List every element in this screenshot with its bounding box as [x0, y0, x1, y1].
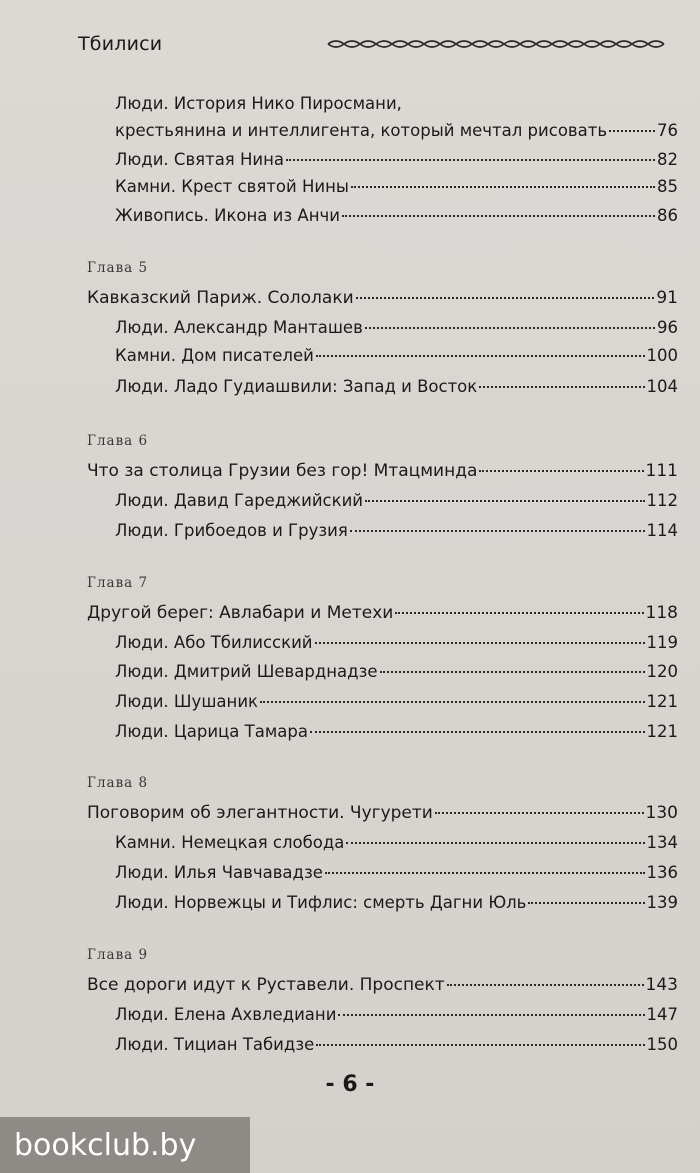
chapter-title-page: 118 — [645, 603, 678, 623]
toc-entry-title: Люди. Елена Ахвледиани — [115, 1005, 337, 1024]
dot-leader — [447, 984, 644, 986]
toc-entry-title: Камни. Крест святой Нины — [115, 177, 349, 196]
toc-entry-page: 134 — [646, 833, 678, 852]
toc-entry — [115, 662, 678, 681]
dot-leader — [609, 130, 655, 132]
chapter-title-page: 143 — [645, 975, 678, 995]
chapter-title — [87, 461, 678, 481]
toc-entry-page: 119 — [646, 633, 678, 652]
toc-entry — [115, 863, 678, 882]
toc-entry-page: 82 — [657, 150, 678, 169]
toc-entry — [115, 692, 678, 711]
chapter-title — [87, 603, 678, 623]
dot-leader — [435, 812, 644, 814]
dot-leader — [325, 872, 645, 874]
chapter-label: Глава 6 — [87, 433, 149, 449]
toc-entry-title: Люди. Ладо Гудиашвили: Запад и Восток — [115, 377, 478, 396]
toc-entry-title: Люди. Царица Тамара — [115, 722, 308, 741]
toc-entry-page: 76 — [657, 121, 678, 140]
toc-entry — [115, 1035, 678, 1054]
dot-leader — [380, 671, 645, 673]
toc-entry — [115, 377, 678, 396]
dot-leader — [316, 355, 645, 357]
toc-entry-page: 150 — [646, 1035, 678, 1054]
dot-leader — [286, 159, 655, 161]
running-header-title: Тбилиси — [78, 33, 163, 55]
dot-leader — [528, 902, 644, 904]
toc-entry — [115, 121, 678, 140]
toc-entry-title: крестьянина и интеллигента, который мечтал рисовать — [115, 121, 608, 140]
toc-entry — [115, 150, 678, 169]
toc-entry-title: Люди. История Нико Пиросмани, — [115, 94, 402, 113]
dot-leader — [350, 530, 645, 532]
chapter-title-title: Другой берег: Авлабари и Метехи — [87, 603, 394, 623]
toc-entry-page: 112 — [646, 491, 678, 510]
chapter-label: Глава 7 — [87, 575, 149, 591]
chapter-title — [87, 975, 678, 995]
chapter-label: Глава 8 — [87, 775, 149, 791]
toc-entry-page: 121 — [646, 722, 678, 741]
toc-entry-page: 96 — [657, 318, 678, 337]
toc-entry-title: Люди. Святая Нина — [115, 150, 285, 169]
chapter-title-title: Кавказский Париж. Сололаки — [87, 288, 354, 308]
toc-entry-page: 120 — [646, 662, 678, 681]
toc-entry-title: Люди. Давид Гареджийский — [115, 491, 364, 510]
toc-entry-title: Люди. Шушаник — [115, 692, 259, 711]
chapter-label: Глава 9 — [87, 947, 149, 963]
dot-leader — [395, 612, 643, 614]
toc-entry-page: 136 — [646, 863, 678, 882]
toc-entry — [115, 491, 678, 510]
toc-entry — [115, 206, 678, 225]
chapter-label: Глава 5 — [87, 260, 149, 276]
toc-entry-title: Люди. Илья Чавчавадзе — [115, 863, 323, 882]
toc-entry — [115, 833, 678, 852]
chapter-title-title: Поговорим об элегантности. Чугурети — [87, 803, 433, 823]
toc-entry — [115, 722, 678, 741]
toc-entry-page: 85 — [657, 177, 678, 196]
chapter-title-page: 91 — [656, 288, 678, 308]
toc-entry-title: Люди. Дмитрий Шеварднадзе — [115, 662, 378, 681]
watermark-logo: bookclub.by — [0, 1117, 250, 1173]
toc-entry-title: Люди. Або Тбилисский — [115, 633, 313, 652]
dot-leader — [338, 1014, 644, 1016]
dot-leader — [356, 297, 655, 299]
chapter-title-title: Все дороги идут к Руставели. Проспект — [87, 975, 445, 995]
dot-leader — [479, 470, 643, 472]
toc-entry-page: 147 — [646, 1005, 678, 1024]
toc-entry-title: Живопись. Икона из Анчи — [115, 206, 340, 225]
dot-leader — [351, 186, 655, 188]
toc-entry — [115, 177, 678, 196]
toc-entry-page: 86 — [657, 206, 678, 225]
toc-entry — [115, 1005, 678, 1024]
toc-entry — [115, 346, 678, 365]
decorative-ornament-icon — [326, 38, 666, 50]
dot-leader — [342, 215, 655, 217]
toc-entry-page: 100 — [646, 346, 678, 365]
toc-entry-title: Люди. Грибоедов и Грузия — [115, 521, 348, 540]
dot-leader — [479, 386, 644, 388]
toc-entry — [115, 893, 678, 912]
chapter-title — [87, 803, 678, 823]
dot-leader — [260, 701, 644, 703]
toc-entry — [115, 318, 678, 337]
toc-entry-title: Камни. Дом писателей — [115, 346, 314, 365]
dot-leader — [365, 327, 655, 329]
dot-leader — [365, 500, 644, 502]
dot-leader — [316, 1044, 644, 1046]
dot-leader — [315, 642, 645, 644]
toc-entry-title: Люди. Норвежцы и Тифлис: смерть Дагни Юль — [115, 893, 527, 912]
chapter-title-page: 111 — [645, 461, 678, 481]
chapter-title — [87, 288, 678, 308]
chapter-title-page: 130 — [645, 803, 678, 823]
toc-entry-page: 104 — [646, 377, 678, 396]
toc-entry-page: 139 — [646, 893, 678, 912]
dot-leader — [310, 731, 645, 733]
toc-entry-page: 121 — [646, 692, 678, 711]
toc-entry-title: Люди. Тициан Табидзе — [115, 1035, 315, 1054]
toc-entry-title: Камни. Немецкая слобода — [115, 833, 345, 852]
toc-entry — [115, 521, 678, 540]
toc-entry-title: Люди. Александр Манташев — [115, 318, 363, 337]
toc-entry — [115, 633, 678, 652]
toc-entry-page: 114 — [646, 521, 678, 540]
dot-leader — [346, 842, 644, 844]
chapter-title-title: Что за столица Грузии без гор! Мтацминда — [87, 461, 478, 481]
page-number: - 6 - — [325, 1072, 375, 1097]
toc-entry — [115, 94, 678, 113]
